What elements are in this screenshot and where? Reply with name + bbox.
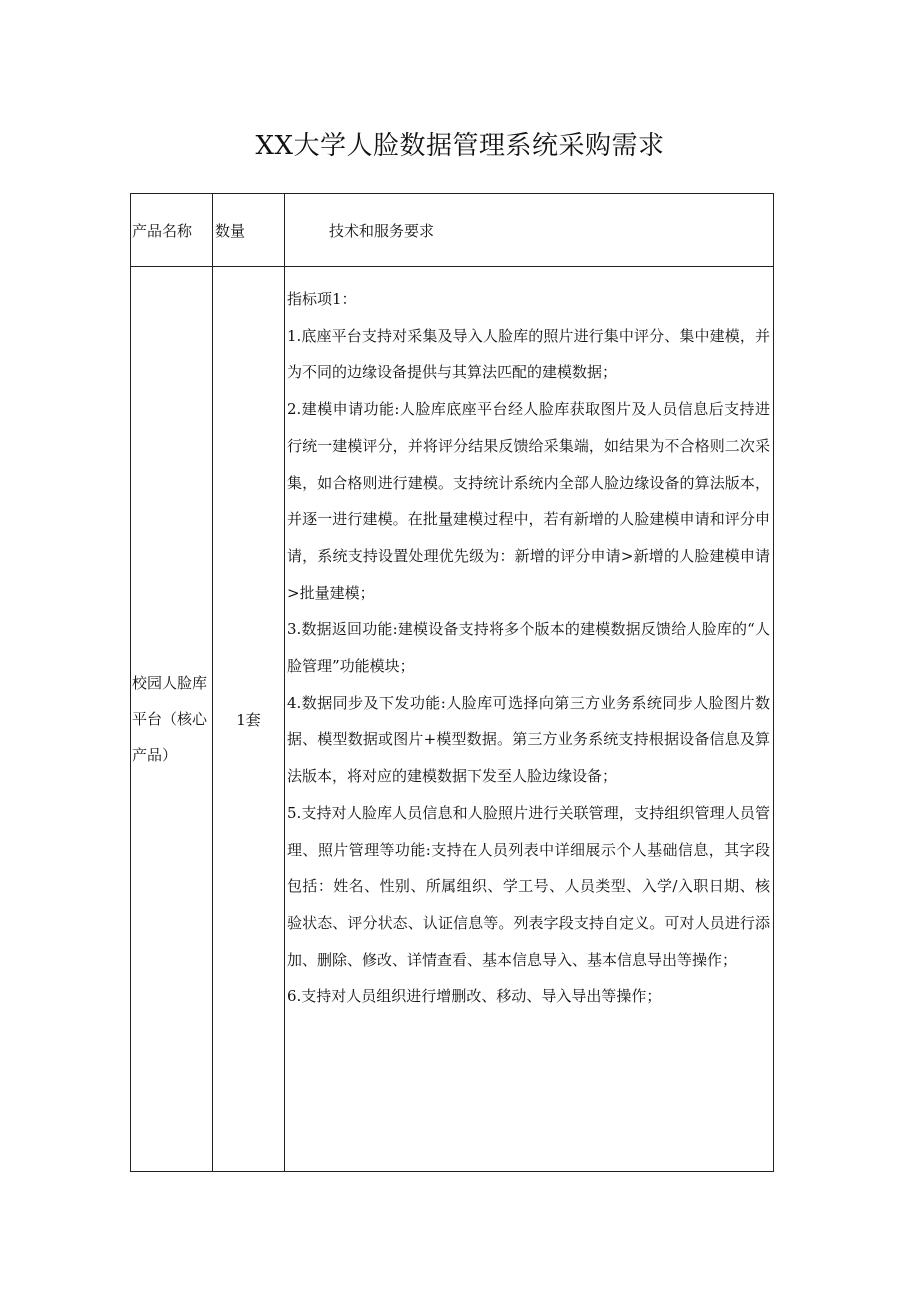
quantity-cell: 1套 bbox=[213, 267, 285, 1172]
requirement-item: 5.支持对人脸库人员信息和人脸照片进行关联管理，支持组织管理人员管理、照片管理等功能:支持在人员列表中详细展示个人基础信息，其字段包括：姓名、性别、所属组织、学工号、人员类型、入学/入职日期、核验状态、评分状态、认证信息等。列表字段支持自定义。可对人员进行添加、删除、修改、详情查看、基本信息导入、基本信息导出等操作； bbox=[287, 803, 770, 969]
requirement-item: 6.支持对人员组织进行增删改、移动、导入导出等操作； bbox=[287, 987, 662, 1006]
requirements-cell bbox=[285, 267, 774, 1172]
product-name-cell: 校园人脸库平台（核心产品） bbox=[131, 267, 213, 1172]
header-requirements: 技术和服务要求 bbox=[285, 194, 774, 267]
requirement-item: 指标项1： bbox=[287, 290, 357, 308]
table-row bbox=[131, 267, 774, 1172]
table-header-row bbox=[131, 194, 774, 267]
requirement-item: 2.建模申请功能:人脸库底座平台经人脸库获取图片及人员信息后支持进行统一建模评分，并将评分结果反馈给采集端，如结果为不合格则二次采集，如合格则进行建模。支持统计系统内全部人脸边缘设备的算法版本，并逐一进行建模。在批量建模过程中，若有新增的人脸建模申请和评分申请，系统支持设置处理优先级为：新增的评分申请>新增的人脸建模申请>批量建模； bbox=[287, 400, 770, 602]
header-quantity: 数量 bbox=[213, 194, 285, 267]
requirement-item: 4.数据同步及下发功能:人脸库可选择向第三方业务系统同步人脸图片数据、模型数据或图片+模型数据。第三方业务系统支持根据设备信息及算法版本，将对应的建模数据下发至人脸边缘设备； bbox=[287, 693, 770, 786]
document-title: XX大学人脸数据管理系统采购需求 bbox=[255, 131, 665, 161]
requirements-table bbox=[130, 193, 774, 1172]
requirement-item: 3.数据返回功能:建模设备支持将多个版本的建模数据反馈给人脸库的“人脸管理”功能模块； bbox=[287, 620, 770, 676]
header-product-name: 产品名称 bbox=[131, 194, 213, 267]
requirement-item: 1.底座平台支持对采集及导入人脸库的照片进行集中评分、集中建模，并为不同的边缘设备提供与其算法匹配的建模数据； bbox=[287, 326, 770, 382]
